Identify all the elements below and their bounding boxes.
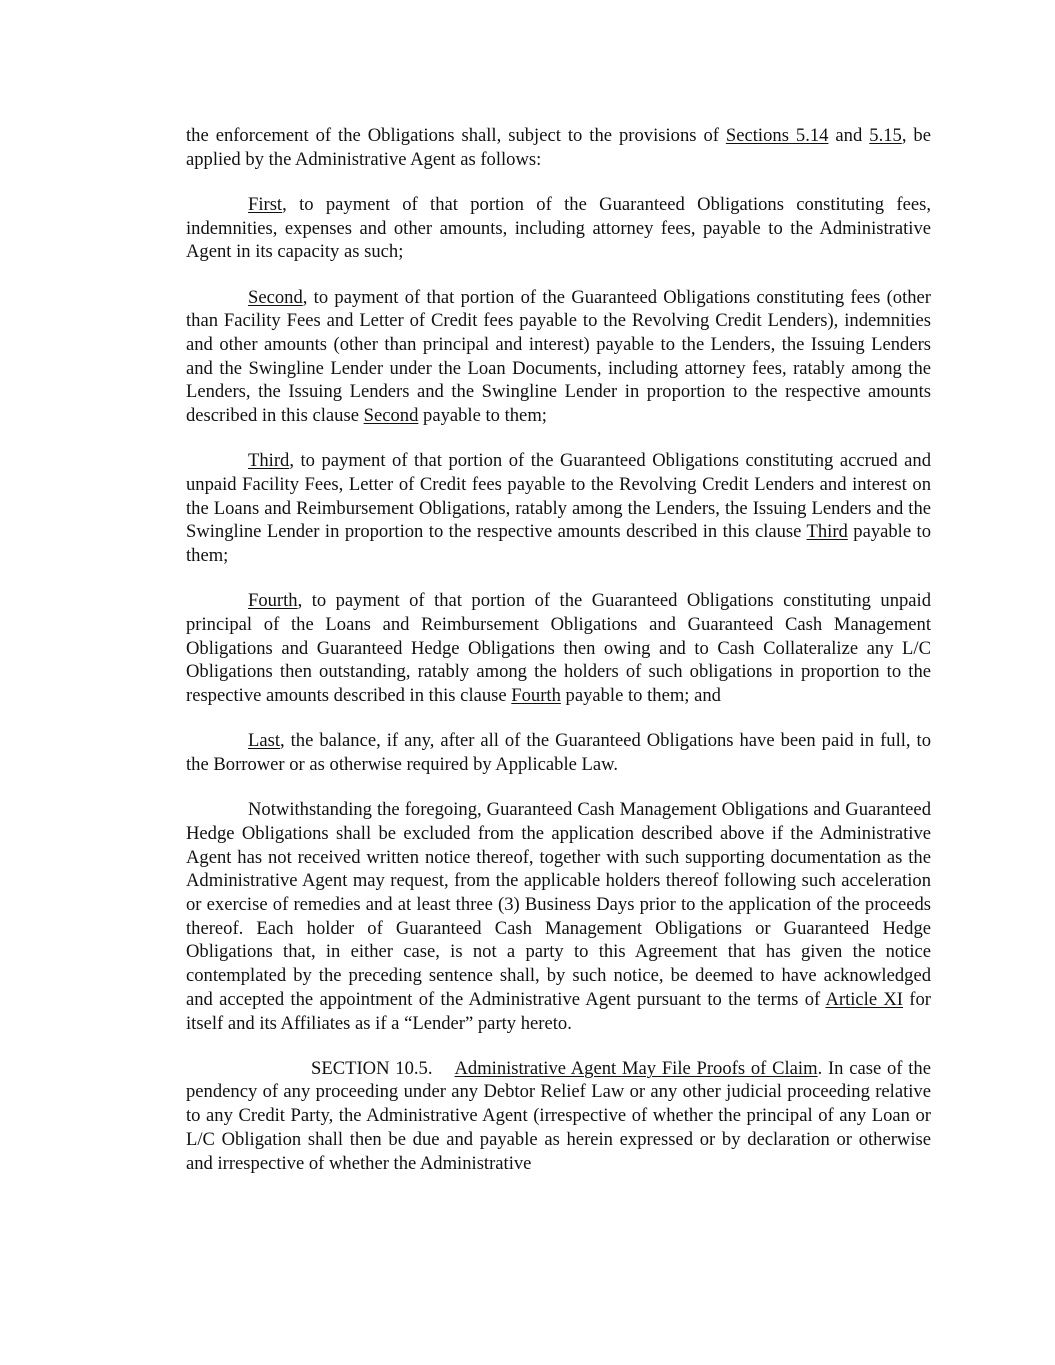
notwithstanding-text-b: for itself and its Affiliates as if a “Lender” party hereto. [186,988,931,1034]
paragraph-last [186,729,931,776]
paragraph-first [186,193,931,264]
paragraph-second [186,286,931,428]
clause-text-fourth-b: payable to them; and [560,685,721,707]
clause-label-second: Second [248,286,303,308]
clause-label-fourth: Fourth [248,590,298,612]
notwithstanding-text-a: Notwithstanding the foregoing, Guaranteed Cash Management Obligations and Guaranteed Hedge Obligations shall be excluded from the application described above if the Administrative Agent has not received written notice thereof, together with such supporting documentation as the Administrative Agent may request, from the applicable holders thereof following such acceleration or exercise of remedies and at least three (3) Business Days prior to the application of the proceeds thereof. Each holder of Guaranteed Cash Management Obligations or Guaranteed Hedge Obligations that, in either case, is not a party to this Agreement that has given the notice contemplated by the preceding sentence shall, by such notice, be deemed to have acknowledged and accepted the appointment of the Administrative Agent pursuant to the terms of [186,799,931,1010]
section-heading: Administrative Agent May File Proofs of Claim [454,1057,818,1079]
sections-5-14-reference: Sections 5.14 [725,125,829,146]
paragraph-notwithstanding [186,798,931,1035]
paragraph-fourth [186,589,931,708]
section-5-15-reference: 5.15 [869,125,902,146]
clause-text-first: , to payment of that portion of the Guaranteed Obligations constituting fees, indemnities, expenses and other amounts, including attorney fees, payable to the Administrative Agent in its capacity as such; [186,193,931,263]
clause-ref-second: Second [363,405,419,427]
intro-text-b: and [828,125,870,146]
clause-label-last: Last [248,730,281,752]
clause-ref-third: Third [806,521,848,543]
article-xi-reference: Article XI [825,988,904,1010]
clause-text-last: , the balance, if any, after all of the Guaranteed Obligations have been paid in full, to the Borrower or as otherwise required by Applicable Law. [186,730,931,775]
paragraph-third [186,449,931,568]
section-number: SECTION 10.5. [311,1057,433,1079]
paragraph-intro [186,124,931,171]
document-page [186,124,931,1197]
clause-text-fourth-a: , to payment of that portion of the Guaranteed Obligations constituting unpaid principal of the Loans and Reimbursement Obligations and Guaranteed Cash Management Obligations and Guaranteed Hedge Obligations then owing and to Cash Collateralize any L/C Obligations then outstanding, ratably among the holders of such obligations in proportion to the respective amounts described in this clause [186,590,931,707]
clause-label-third: Third [248,450,290,472]
section-text: . In case of the pendency of any proceeding under any Debtor Relief Law or any other judicial proceeding relative to any Credit Party, the Administrative Agent (irrespective of whether the principal of any Loan or L/C Obligation shall then be due and payable as herein expressed or by declaration or otherwise and irrespective of whether the Administrative [186,1057,931,1174]
clause-text-third-a: , to payment of that portion of the Guaranteed Obligations constituting accrued and unpaid Facility Fees, Letter of Credit fees payable to the Revolving Credit Lenders and interest on the Loans and Reimbursement Obligations, ratably among the Lenders, the Issuing Lenders and the Swingline Lender in proportion to the respective amounts described in this clause [186,450,931,543]
clause-text-second-a: , to payment of that portion of the Guaranteed Obligations constituting fees (other than Facility Fees and Letter of Credit fees payable to the Revolving Credit Lenders), indemnities and other amounts (other than principal and interest) payable to the Lenders, the Issuing Lenders and the Swingline Lender under the Loan Documents, including attorney fees, ratably among the Lenders, the Issuing Lenders and the Swingline Lender in proportion to the respective amounts described in this clause [186,286,931,427]
clause-text-second-b: payable to them; [418,405,547,427]
clause-text-third-b: payable to them; [186,521,931,567]
intro-text-a: the enforcement of the Obligations shall, subject to the provisions of [186,125,726,146]
clause-ref-fourth: Fourth [511,685,561,707]
clause-label-first: First [248,193,283,215]
intro-text-c: , be applied by the Administrative Agent as follows: [186,125,931,170]
section-10-5 [186,1057,931,1176]
